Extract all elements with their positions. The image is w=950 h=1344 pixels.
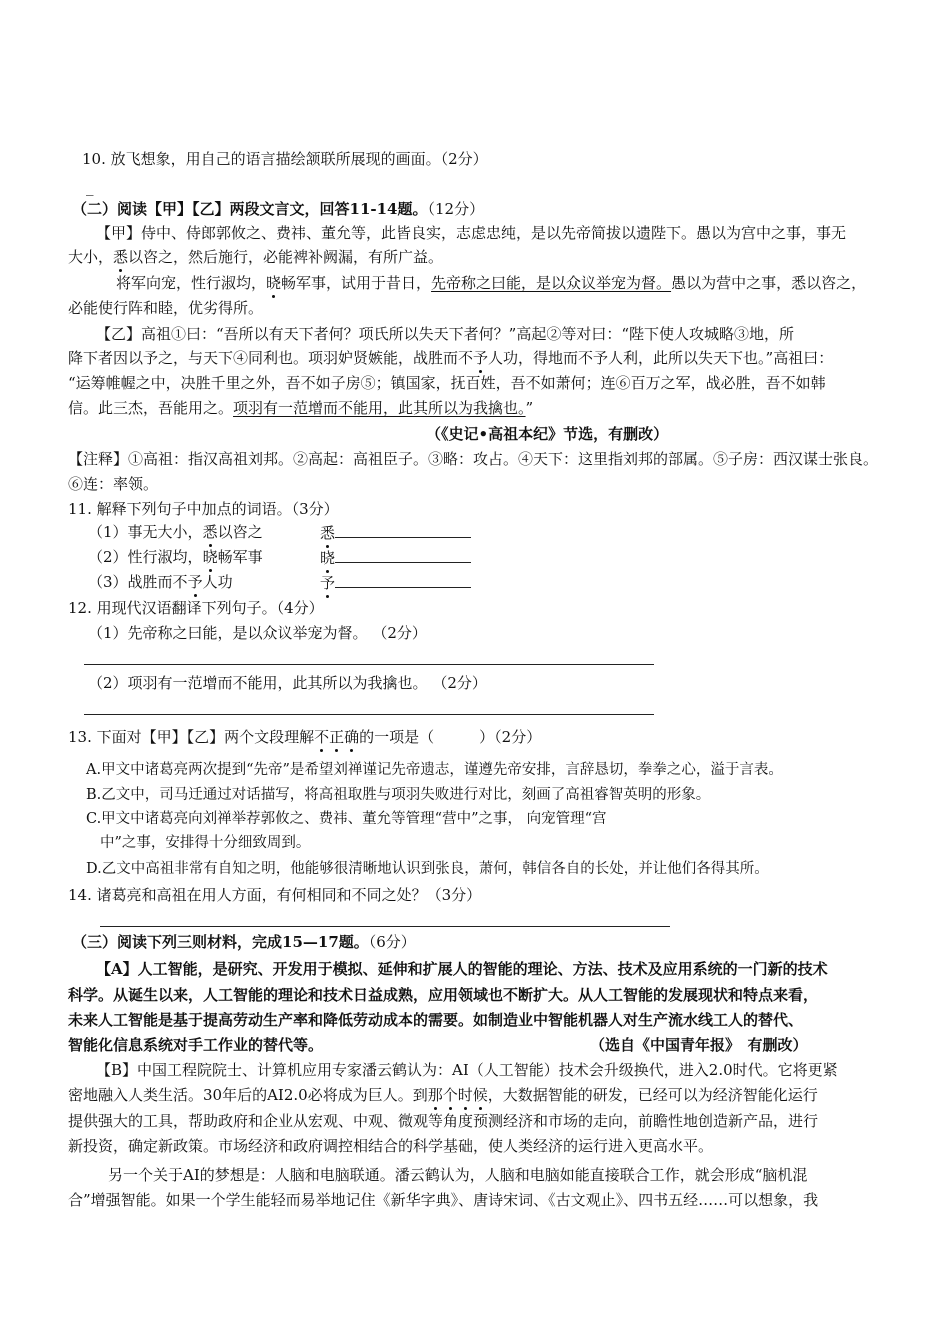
underlined-sentence: 项羽有一范增而不能用，此其所以为我擒也。 (233, 399, 526, 417)
q12-sentence-1: （1）先帝称之曰能，是以众议举宠为督。 （2分） (88, 624, 427, 642)
q11-item-2 (88, 546, 263, 568)
q11-item-1 (88, 521, 263, 543)
section-3-score: （6分） (368, 933, 416, 951)
answer-dash: _ (86, 178, 94, 196)
q13-option-c-line-2: 中”之事，安排得十分细致周到。 (100, 835, 311, 851)
section-3-heading (72, 931, 416, 953)
q13-text: 13. 下面对【甲】【乙】两个文段理解 (68, 728, 315, 746)
dotted-char: 晓 (202, 548, 218, 566)
material-a-source: （选自《中国青年报》 有删改） (590, 1036, 808, 1054)
material-b-text: 密地融入人类生活。30年后的AI2.0必将成为巨人。到 (68, 1086, 428, 1104)
dotted-char: 悉 (113, 248, 129, 266)
question-13 (68, 726, 541, 748)
item-text: 事无大小， (127, 523, 203, 541)
item-number: （1） (88, 523, 128, 541)
dotted-char: 予 (320, 574, 336, 592)
section-2-heading (72, 198, 484, 220)
dotted-char: 晓 (320, 549, 336, 567)
answer-line[interactable] (84, 714, 654, 715)
material-a-line-3: 未来人工智能是基于提高劳动生产率和降低劳动成本的需要。如制造业中智能机器人对生产流水线工人的替代、 (68, 1011, 804, 1029)
yi-source: （《史记•高祖本纪》节选，有删改） (426, 425, 669, 443)
question-10: 10. 放飞想象，用自己的语言描绘颔联所展现的画面。（2分） (82, 150, 488, 168)
item-number: （2） (88, 548, 128, 566)
section-3-title: （三）阅读下列三则材料，完成15—17题。 (72, 933, 369, 951)
q12-sentence-2: （2）项羽有一范增而不能用，此其所以为我擒也。 （2分） (88, 674, 487, 692)
dotted-char: 晓 (266, 274, 282, 292)
jia-text: 愚以为营中之事，悉以咨之， (671, 274, 867, 292)
material-b-text: ，大数据智能的研发，已经可以为经济智能化运行 (487, 1086, 818, 1104)
section-2-title: （二）阅读【甲】【乙】两段文言文，回答11-14题。 (72, 200, 428, 218)
answer-line[interactable] (100, 926, 670, 927)
q13-option-b: B.乙文中，司马迁通过对话描写，将高祖取胜与项羽失败进行对比，刻画了高祖睿智英明的形象。 (86, 787, 711, 803)
material-a-line-1: 【A】人工智能，是研究、开发用于模拟、延伸和扩展人的智能的理论、方法、技术及应用系统的一门新的技术 (96, 960, 828, 978)
item-text: 畅军事 (217, 548, 263, 566)
material-b-line-4: 新投资，确定新政策。市场经济和政府调控相结合的科学基础，使人类经济的运行进入更高水平。 (68, 1137, 714, 1155)
material-b-line-2 (68, 1084, 818, 1106)
dotted-char: 那 (427, 1086, 443, 1104)
answer-line[interactable] (84, 664, 654, 665)
question-11: 11. 解释下列句子中加点的词语。（3分） (68, 500, 339, 518)
jia-text: 畅军事，试用于昔日， (281, 274, 432, 292)
item-text: 以咨之 (217, 523, 263, 541)
dotted-char: 候 (472, 1086, 488, 1104)
item-text: 人功 (202, 573, 233, 591)
material-b-line-1: 【B】中国工程院院士、计算机应用专家潘云鹤认为：AI（人工智能）技术会升级换代，进入2.0时代。它将更紧 (96, 1061, 838, 1079)
yi-line-4 (68, 397, 533, 419)
section-2-score: （12分） (427, 200, 485, 218)
q11-answer-1 (320, 521, 471, 544)
q11-answer-2 (320, 546, 471, 569)
underlined-sentence: 先帝称之曰能，是以众议举宠为督。 (431, 274, 672, 292)
jia-text: 大小， (68, 248, 114, 266)
dotted-char: 悉 (320, 524, 336, 542)
question-12: 12. 用现代汉语翻译下列句子。（4分） (68, 599, 324, 617)
dotted-char: 时 (457, 1086, 473, 1104)
notes-line-1: 【注释】①高祖：指汉高祖刘邦。②高起：高祖臣子。③略：攻占。④天下：这里指刘邦的部属。⑤子房：西汉谋士张良。 (68, 450, 879, 468)
jia-text: 以咨之，然后施行，必能裨补阙漏，有所广益。 (128, 248, 444, 266)
q11-answer-3 (320, 571, 471, 594)
material-a-line-4: 智能化信息系统对手工作业的替代等。 (68, 1036, 324, 1054)
item-number: （3） (88, 573, 128, 591)
q13-text: 的一项是（ ）（2分） (359, 728, 542, 746)
dotted-char: 个 (442, 1086, 458, 1104)
q11-item-3 (88, 571, 233, 593)
jia-line-2 (68, 246, 443, 268)
q13-option-d: D.乙文中高祖非常有自知之明，他能够很清晰地认识到张良，萧何，韩信各自的长处，并让他们各得其所。 (86, 861, 769, 877)
yi-text: ” (525, 399, 534, 417)
material-b-line-5: 另一个关于AI的梦想是：人脑和电脑联通。潘云鹤认为，人脑和电脑如能直接联合工作，就会形成“脑机混 (108, 1166, 808, 1184)
q13-option-c-line-1: C.甲文中诸葛亮向刘禅举荐郭攸之、费祎、董允等管理“营中”之事， 向宠管理“宫 (86, 811, 607, 827)
yi-line-3: “运筹帷幄之中，决胜千里之外，吾不如子房⑤；镇国家，抚百姓，吾不如萧何；连⑥百万之军，战必胜，吾不如韩 (68, 374, 826, 392)
dotted-char: 确 (344, 728, 360, 746)
dotted-char: 予 (187, 573, 203, 591)
answer-blank[interactable] (335, 521, 471, 538)
item-text: 性行淑均， (127, 548, 203, 566)
jia-line-4: 必能使行阵和睦，优劣得所。 (68, 299, 264, 317)
question-14: 14. 诸葛亮和高祖在用人方面，有何相同和不同之处？（3分） (68, 886, 482, 904)
answer-blank[interactable] (335, 571, 471, 588)
material-a-line-2: 科学。从诞生以来，人工智能的理论和技术日益成熟，应用领域也不断扩大。从人工智能的发展现状和特点来看， (68, 986, 819, 1004)
notes-line-2: ⑥连：率领。 (68, 475, 159, 493)
jia-line-1: 【甲】侍中、侍郎郭攸之、费祎、董允等，此皆良实，志虑忠纯，是以先帝简拔以遗陛下。愚以为宫中之事，事无 (96, 224, 847, 242)
dotted-char: 不 (314, 728, 330, 746)
yi-line-1: 【乙】高祖①曰：“吾所以有天下者何？项氏所以失天下者何？”高起②等对曰：“陛下使人攻城略③地，所 (96, 325, 795, 343)
jia-text: 将军向宠，性行淑均， (116, 274, 267, 292)
answer-blank[interactable] (335, 546, 471, 563)
material-b-line-3: 提供强大的工具，帮助政府和企业从宏观、中观、微观等角度预测经济和市场的走向，前瞻性地创造新产品，进行 (68, 1112, 819, 1130)
yi-text: 人功，得地而不予人利，此所以失天下也。”高祖曰： (488, 349, 834, 367)
jia-line-3 (116, 272, 866, 294)
material-b-line-6: 合”增强智能。如果一个学生能轻而易举地记住《新华字典》、唐诗宋词、《古文观止》、四书五经……可以想象，我 (68, 1191, 819, 1209)
q13-option-a: A.甲文中诸葛亮两次提到“先帝”是希望刘禅谨记先帝遗志，谨遵先帝安排，言辞恳切，拳拳之心，溢于言表。 (86, 762, 783, 778)
dotted-char: 悉 (202, 523, 218, 541)
yi-text: 信。此三杰，吾能用之。 (68, 399, 234, 417)
yi-text: 降下者因以予之，与天下④同利也。项羽妒贤嫉能，战胜而不 (68, 349, 474, 367)
dotted-char: 予 (473, 349, 489, 367)
item-text: 战胜而不 (127, 573, 188, 591)
yi-line-2 (68, 347, 833, 369)
dotted-char: 正 (329, 728, 345, 746)
